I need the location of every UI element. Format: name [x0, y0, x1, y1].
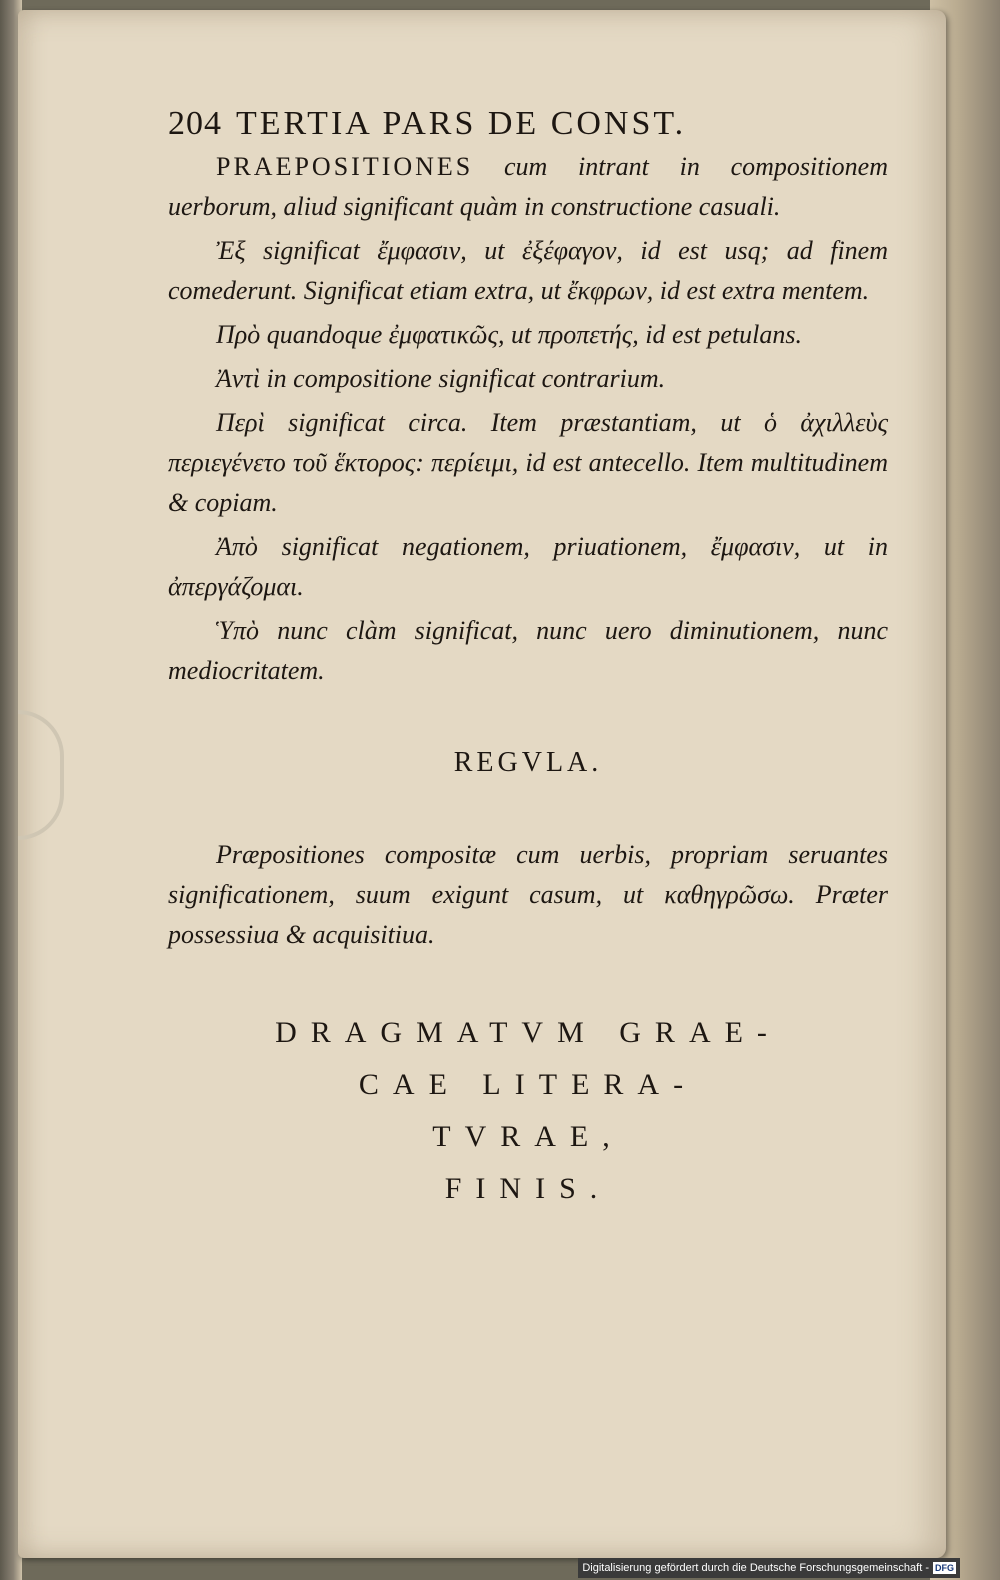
paragraph-4: Ἀντὶ in compositione significat contrarium. — [216, 364, 666, 393]
page-text — [168, 105, 888, 1215]
bookmark-ribbon — [18, 710, 64, 840]
section-heading: REGVLA. — [453, 747, 603, 778]
paragraph-2: Ἐξ significat ἔμφασιν, ut ἐξέφαγον, id est usq; ad finem comederunt. Significat etiam extra, ut ἔκφρων, id est extra mentem. — [168, 236, 888, 305]
paragraph-6: Ἀπὸ significat negationem, priuationem, ἔμφασιν, ut in ἀπεργάζομαι. — [168, 532, 888, 601]
paragraph-7: Ὑπὸ nunc clàm significat, nunc uero diminutionem, nunc mediocritatem. — [168, 616, 888, 685]
colophon — [168, 1007, 888, 1215]
page-number: 204 — [168, 105, 222, 142]
paragraph-1: PRAEPOSITIONES cum intrant in compositionem uerborum, aliud significant quàm in constructione casuali. — [168, 152, 888, 221]
book-page — [18, 10, 946, 1558]
paragraph-3: Πρὸ quandoque ἐμφατικῶς, ut προπετής, id est petulans. — [216, 320, 803, 349]
running-title: TERTIA PARS DE CONST. — [236, 105, 687, 142]
colophon-line-2: CAE LITERA- — [358, 1068, 698, 1101]
colophon-line-1: DRAGMATVM GRAE- — [275, 1016, 781, 1049]
colophon-line-4: FINIS. — [444, 1172, 612, 1205]
colophon-line-3: TVRAE, — [432, 1120, 624, 1153]
dfg-logo-icon: DFG — [935, 1563, 954, 1573]
rule-paragraph: Præpositiones compositæ cum uerbis, propriam seruantes significationem, suum exigunt casum, ut καθηγρῶσω. Præter possessiua & acquisitiua. — [168, 840, 888, 949]
credit-text: Digitalisierung gefördert durch die Deutsche Forschungsgemeinschaft - — [582, 1562, 929, 1574]
paragraph-5: Περὶ significat circa. Item præstantiam, ut ὁ ἀχιλλεὺς περιεγένετο τοῦ ἕκτορος: περίειμι, id est antecello. Item multitudinem & copiam. — [168, 408, 888, 517]
running-header — [168, 105, 888, 143]
digitization-credit — [578, 1558, 960, 1578]
